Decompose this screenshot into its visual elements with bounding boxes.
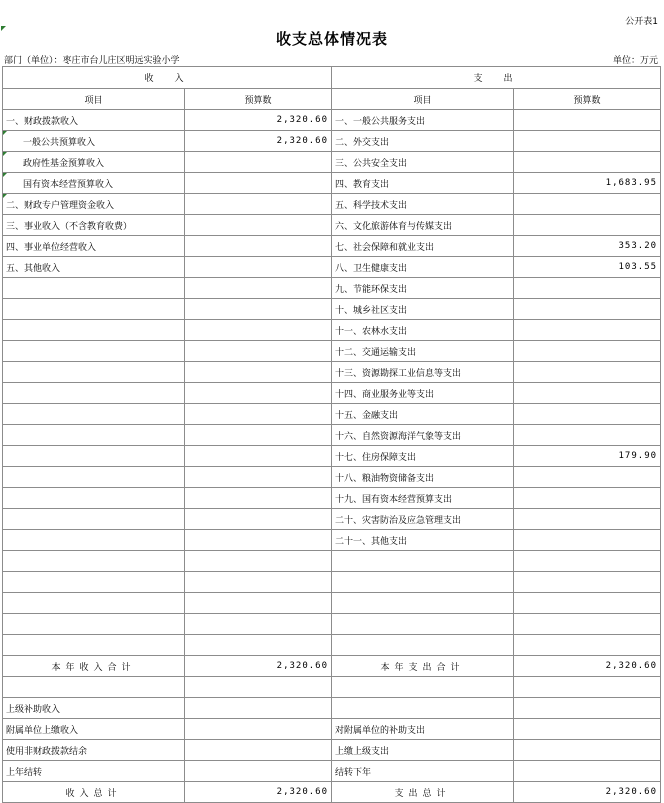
year-total-row (3, 656, 661, 677)
expense-amount-cell[interactable] (514, 467, 661, 488)
income-item-cell[interactable]: 一、财政拨款收入 (3, 110, 185, 131)
table-row (3, 593, 661, 614)
table-row (3, 551, 661, 572)
income-amount-cell[interactable] (185, 719, 332, 740)
year-income-total-label[interactable]: 本年收入合计 (3, 656, 185, 677)
table-row (3, 530, 661, 551)
expense-amount-cell[interactable] (514, 341, 661, 362)
income-amount-cell[interactable] (185, 572, 332, 593)
expense-item-cell[interactable]: 一、一般公共服务支出 (332, 110, 514, 131)
unit-label: 单位：万元 (612, 56, 658, 66)
expense-item-cell[interactable]: 十一、农林水支出 (332, 320, 514, 341)
expense-amount-cell[interactable] (514, 593, 661, 614)
income-amount-cell[interactable] (185, 152, 332, 173)
table-row (3, 236, 661, 257)
expense-item-cell[interactable]: 二、外交支出 (332, 131, 514, 152)
department-label: 部门（单位）：枣庄市台儿庄区明远实验小学 (4, 56, 180, 66)
income-amount-cell[interactable] (185, 677, 332, 698)
income-grand-total-label[interactable]: 收入总计 (3, 782, 185, 803)
expense-amount-cell[interactable] (514, 509, 661, 530)
table-row (3, 299, 661, 320)
income-amount-cell[interactable] (185, 362, 332, 383)
income-amount-cell[interactable] (185, 341, 332, 362)
income-item-cell[interactable] (3, 635, 185, 656)
income-item-cell[interactable]: 上级补助收入 (3, 698, 185, 719)
income-amount-cell[interactable] (185, 467, 332, 488)
expense-amount-cell[interactable] (514, 677, 661, 698)
expense-item-cell[interactable] (332, 635, 514, 656)
income-item-cell[interactable] (3, 341, 185, 362)
expense-amount-cell[interactable] (514, 362, 661, 383)
expense-amount-cell[interactable] (514, 110, 661, 131)
table-row (3, 383, 661, 404)
expense-item-cell[interactable]: 十六、自然资源海洋气象等支出 (332, 425, 514, 446)
table-row (3, 278, 661, 299)
income-item-cell[interactable] (3, 677, 185, 698)
expense-item-cell[interactable]: 十二、交通运输支出 (332, 341, 514, 362)
income-item-cell[interactable] (3, 488, 185, 509)
income-amount-cell[interactable]: 2,320.60 (185, 110, 332, 131)
expense-amount-cell[interactable] (514, 698, 661, 719)
table-row (3, 341, 661, 362)
expense-amount-cell[interactable] (514, 635, 661, 656)
expense-amount-cell[interactable] (514, 299, 661, 320)
table-row (3, 215, 661, 236)
table-row (3, 131, 661, 152)
table-row (3, 467, 661, 488)
expense-amount-cell[interactable] (514, 488, 661, 509)
income-amount-cell[interactable] (185, 320, 332, 341)
expense-header[interactable]: 支 出 (332, 67, 661, 89)
income-item-cell[interactable] (3, 572, 185, 593)
expense-item-cell[interactable]: 十五、金融支出 (332, 404, 514, 425)
expense-item-cell[interactable]: 上缴上级支出 (332, 740, 514, 761)
expense-item-cell[interactable]: 十四、商业服务业等支出 (332, 383, 514, 404)
income-amount-cell[interactable] (185, 509, 332, 530)
expense-amount-cell[interactable] (514, 404, 661, 425)
expense-item-cell[interactable]: 九、节能环保支出 (332, 278, 514, 299)
expense-item-cell[interactable]: 二十一、其他支出 (332, 530, 514, 551)
income-amount-cell[interactable] (185, 383, 332, 404)
expense-item-cell[interactable]: 六、文化旅游体育与传媒支出 (332, 215, 514, 236)
table-row (3, 194, 661, 215)
income-amount-cell[interactable] (185, 488, 332, 509)
income-amount-cell[interactable] (185, 278, 332, 299)
expense-item-cell[interactable]: 十九、国有资本经营预算支出 (332, 488, 514, 509)
table-row (3, 404, 661, 425)
expense-amount-cell[interactable] (514, 278, 661, 299)
income-item-cell[interactable]: 一般公共预算收入 (3, 131, 185, 152)
year-income-total-amount[interactable]: 2,320.60 (185, 656, 332, 677)
year-expense-total-amount[interactable]: 2,320.60 (514, 656, 661, 677)
income-amount-cell[interactable] (185, 593, 332, 614)
income-amount-cell[interactable] (185, 425, 332, 446)
expense-grand-total-amount[interactable]: 2,320.60 (514, 782, 661, 803)
expense-item-cell[interactable]: 对附属单位的补助支出 (332, 719, 514, 740)
income-item-cell[interactable] (3, 446, 185, 467)
expense-item-header[interactable]: 项目 (332, 89, 514, 110)
income-amount-cell[interactable] (185, 173, 332, 194)
expense-amount-cell[interactable] (514, 320, 661, 341)
expense-amount-cell[interactable] (514, 572, 661, 593)
expense-amount-cell[interactable]: 353.20 (514, 236, 661, 257)
table-row (3, 257, 661, 278)
expense-item-cell[interactable]: 结转下年 (332, 761, 514, 782)
income-amount-cell[interactable] (185, 530, 332, 551)
table-header-section (3, 67, 661, 89)
income-budget-header[interactable]: 预算数 (185, 89, 332, 110)
expense-item-cell[interactable]: 七、社会保障和就业支出 (332, 236, 514, 257)
expense-amount-cell[interactable] (514, 425, 661, 446)
income-amount-cell[interactable] (185, 635, 332, 656)
expense-amount-cell[interactable] (514, 761, 661, 782)
expense-amount-cell[interactable] (514, 530, 661, 551)
expense-item-cell[interactable] (332, 698, 514, 719)
expense-amount-cell[interactable] (514, 194, 661, 215)
income-amount-cell[interactable] (185, 404, 332, 425)
table-row (3, 320, 661, 341)
expense-item-cell[interactable]: 八、卫生健康支出 (332, 257, 514, 278)
expense-item-cell[interactable]: 三、公共安全支出 (332, 152, 514, 173)
expense-budget-header[interactable]: 预算数 (514, 89, 661, 110)
table-row (3, 152, 661, 173)
page-title: 收支总体情况表 (275, 30, 388, 48)
table-row (3, 614, 661, 635)
income-item-header[interactable]: 项目 (3, 89, 185, 110)
expense-item-cell[interactable] (332, 614, 514, 635)
income-amount-cell[interactable] (185, 194, 332, 215)
expense-amount-cell[interactable]: 179.90 (514, 446, 661, 467)
table-row (3, 110, 661, 131)
income-amount-cell[interactable]: 2,320.60 (185, 131, 332, 152)
income-item-cell[interactable] (3, 362, 185, 383)
income-item-cell[interactable]: 附属单位上缴收入 (3, 719, 185, 740)
income-grand-total-amount[interactable]: 2,320.60 (185, 782, 332, 803)
expense-amount-cell[interactable] (514, 719, 661, 740)
income-header[interactable]: 收 入 (3, 67, 332, 89)
expense-amount-cell[interactable]: 103.55 (514, 257, 661, 278)
income-amount-cell[interactable] (185, 236, 332, 257)
income-amount-cell[interactable] (185, 698, 332, 719)
year-expense-total-label[interactable]: 本年支出合计 (332, 656, 514, 677)
income-item-cell[interactable] (3, 530, 185, 551)
form-number: 公开表1 (625, 17, 658, 27)
income-item-cell[interactable]: 使用非财政拨款结余 (3, 740, 185, 761)
expense-item-cell[interactable] (332, 593, 514, 614)
income-item-cell[interactable] (3, 278, 185, 299)
income-amount-cell[interactable] (185, 299, 332, 320)
table-row (3, 698, 661, 719)
income-item-cell[interactable] (3, 299, 185, 320)
expense-item-cell[interactable]: 十七、住房保障支出 (332, 446, 514, 467)
income-item-cell[interactable] (3, 614, 185, 635)
expense-item-cell[interactable]: 十八、粮油物资储备支出 (332, 467, 514, 488)
income-item-cell[interactable]: 政府性基金预算收入 (3, 152, 185, 173)
table-row (3, 740, 661, 761)
expense-item-cell[interactable]: 二十、灾害防治及应急管理支出 (332, 509, 514, 530)
income-item-cell[interactable] (3, 383, 185, 404)
table-row (3, 362, 661, 383)
expense-amount-cell[interactable] (514, 383, 661, 404)
income-item-cell[interactable] (3, 509, 185, 530)
table-row (3, 446, 661, 467)
income-item-cell[interactable] (3, 467, 185, 488)
income-item-cell[interactable] (3, 593, 185, 614)
income-item-cell[interactable] (3, 404, 185, 425)
income-item-cell[interactable] (3, 551, 185, 572)
expense-item-cell[interactable] (332, 572, 514, 593)
table-row (3, 719, 661, 740)
income-item-cell[interactable] (3, 320, 185, 341)
table-row (3, 572, 661, 593)
expense-item-cell[interactable]: 十三、资源勘探工业信息等支出 (332, 362, 514, 383)
income-item-cell[interactable]: 三、事业收入（不含教育收费） (3, 215, 185, 236)
expense-grand-total-label[interactable]: 支出总计 (332, 782, 514, 803)
income-amount-cell[interactable] (185, 215, 332, 236)
expense-amount-cell[interactable] (514, 215, 661, 236)
income-amount-cell[interactable] (185, 257, 332, 278)
expense-item-cell[interactable]: 四、教育支出 (332, 173, 514, 194)
expense-item-cell[interactable] (332, 677, 514, 698)
expense-amount-cell[interactable] (514, 152, 661, 173)
income-item-cell[interactable]: 四、事业单位经营收入 (3, 236, 185, 257)
income-item-cell[interactable]: 国有资本经营预算收入 (3, 173, 185, 194)
income-amount-cell[interactable] (185, 614, 332, 635)
grand-total-row (3, 782, 661, 803)
income-amount-cell[interactable] (185, 761, 332, 782)
income-amount-cell[interactable] (185, 740, 332, 761)
expense-item-cell[interactable] (332, 551, 514, 572)
expense-amount-cell[interactable] (514, 740, 661, 761)
income-amount-cell[interactable] (185, 551, 332, 572)
income-item-cell[interactable]: 上年结转 (3, 761, 185, 782)
income-item-cell[interactable]: 五、其他收入 (3, 257, 185, 278)
expense-amount-cell[interactable] (514, 551, 661, 572)
table-row (3, 761, 661, 782)
income-expense-table (2, 66, 661, 803)
table-row (3, 677, 661, 698)
expense-item-cell[interactable]: 五、科学技术支出 (332, 194, 514, 215)
expense-amount-cell[interactable] (514, 614, 661, 635)
expense-item-cell[interactable]: 十、城乡社区支出 (332, 299, 514, 320)
expense-amount-cell[interactable]: 1,683.95 (514, 173, 661, 194)
table-header-columns (3, 89, 661, 110)
income-amount-cell[interactable] (185, 446, 332, 467)
expense-amount-cell[interactable] (514, 131, 661, 152)
table-row (3, 488, 661, 509)
table-row (3, 509, 661, 530)
income-item-cell[interactable] (3, 425, 185, 446)
table-row (3, 425, 661, 446)
income-item-cell[interactable]: 二、财政专户管理资金收入 (3, 194, 185, 215)
table-row (3, 635, 661, 656)
table-row (3, 173, 661, 194)
